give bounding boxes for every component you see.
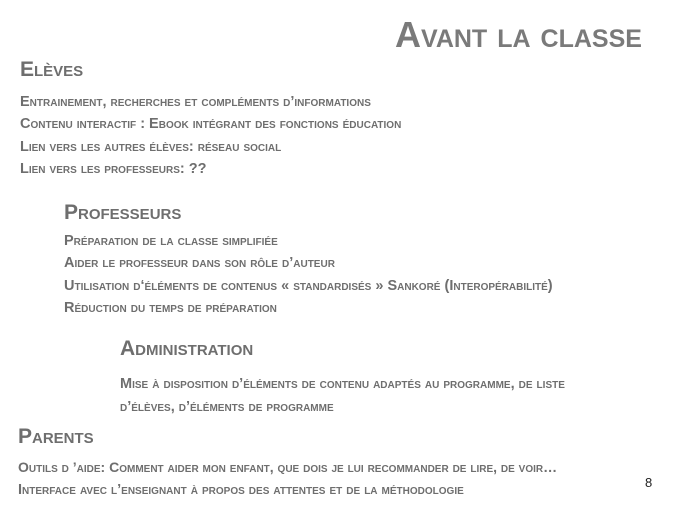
section-heading-parents: Parents	[18, 425, 94, 448]
eleves-item: Contenu interactif : Ebook intégrant des fonctions éducation	[20, 116, 402, 132]
professeurs-item: Aider le professeur dans son rôle d’auteur	[64, 255, 335, 271]
professeurs-item: Préparation de la classe simplifiée	[64, 233, 278, 249]
section-heading-administration: Administration	[120, 337, 254, 360]
administration-item: Mise à disposition d’éléments de contenu adaptés au programme, de liste	[120, 376, 565, 392]
section-heading-professeurs: Professeurs	[64, 201, 182, 224]
eleves-item: Lien vers les professeurs: ??	[20, 161, 207, 177]
eleves-item: Entrainement, recherches et compléments d’informations	[20, 94, 371, 110]
parents-item: Interface avec l’enseignant à propos des attentes et de la méthodologie	[18, 482, 464, 498]
professeurs-item: Réduction du temps de préparation	[64, 300, 277, 316]
administration-item: d’élèves, d’éléments de programme	[120, 399, 334, 415]
section-heading-eleves: Elèves	[20, 58, 84, 81]
page-number: 8	[645, 475, 653, 490]
professeurs-item: Utilisation d‘éléments de contenus « standardisés » Sankoré (Interopérabilité)	[64, 278, 553, 294]
slide-title: Avant la classe	[395, 14, 642, 55]
parents-item: Outils d ’aide: Comment aider mon enfant, que dois je lui recommander de lire, de voir…	[18, 459, 558, 475]
eleves-item: Lien vers les autres élèves: réseau social	[20, 139, 282, 155]
